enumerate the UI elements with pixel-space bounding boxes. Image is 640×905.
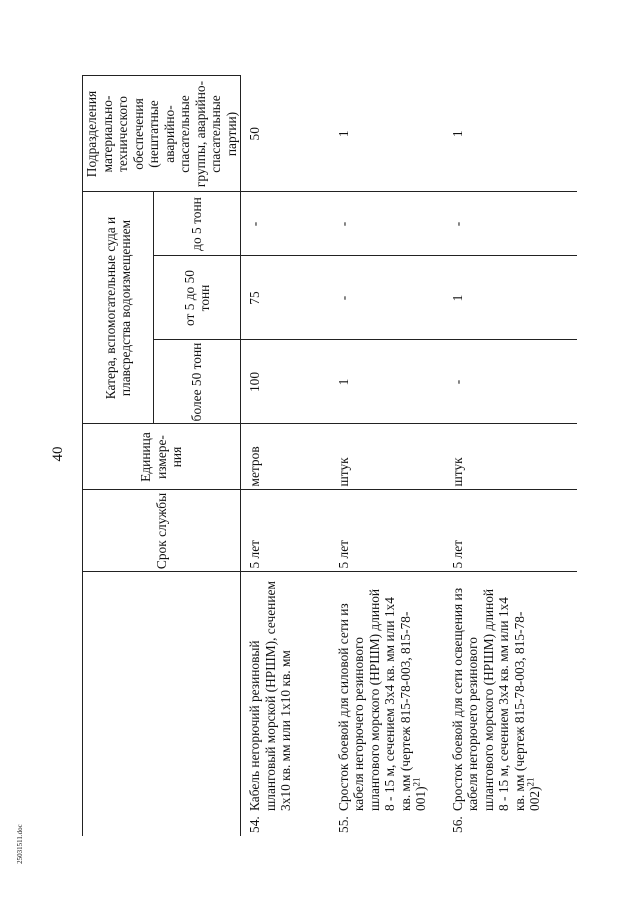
row-name: Кабель негорючий резиновый шланговый морской (НРШМ), сечением 3х10 кв. мм или 1х10 кв. мм: [247, 581, 293, 811]
equipment-table: [82, 76, 577, 837]
page-number: 40: [50, 446, 66, 462]
row-over-50: -: [447, 340, 577, 424]
header-service-life: Срок службы: [83, 490, 241, 572]
table-row: [333, 76, 447, 836]
row-unit: штук: [333, 424, 447, 490]
row-number: 55.: [335, 816, 351, 833]
header-5-to-50: от 5 до 50 тонн: [154, 256, 241, 340]
header-unit: Единица измере-ния: [83, 424, 241, 490]
row-life: 5 лет: [333, 490, 447, 572]
row-name-cell: [333, 572, 447, 836]
header-logistics: Подразделения материально-технического обеспечения (нештатные аварийно-спасательные группы, аварийно-спасательные партии): [83, 76, 241, 192]
row-number: 54.: [247, 816, 262, 833]
header-boats-group: Катера, вспомогательные суда и плавсредства водоизмещением: [83, 192, 154, 424]
row-name-cell: [447, 572, 577, 836]
header-over-50: более 50 тонн: [154, 340, 241, 424]
row-life: 5 лет: [447, 490, 577, 572]
row-over-50: 100: [241, 340, 333, 424]
rotated-table-container: [82, 76, 542, 836]
row-over-50: 1: [333, 340, 447, 424]
header-name: [83, 572, 241, 836]
row-footnote: 21: [411, 777, 422, 787]
row-logistics: 50: [241, 76, 333, 192]
row-up-to-5: -: [333, 192, 447, 256]
row-5-to-50: -: [333, 256, 447, 340]
row-unit: штук: [447, 424, 577, 490]
row-5-to-50: 75: [241, 256, 333, 340]
row-5-to-50: 1: [447, 256, 577, 340]
row-unit: метров: [241, 424, 333, 490]
table-row: [447, 76, 577, 836]
row-up-to-5: -: [241, 192, 333, 256]
row-name: Сросток боевой для силовой сети из кабеля негорючего резинового шлангового морского (НРШМ) длиной 8 - 15 м, сечением 3х4 кв. мм или 1х4 кв. мм (чертеж 815-78-003, 815-78-001): [335, 588, 428, 811]
footer-file-code: 25031511.doc: [16, 824, 24, 864]
row-logistics: 1: [447, 76, 577, 192]
row-name: Сросток боевой для сети освещения из кабеля негорючего резинового шлангового морского (НРШМ) длиной 8 - 15 м, сечением 3х4 кв. мм или 1х4 кв. мм (чертеж 815-78-003, 815-78-002): [449, 587, 542, 811]
row-up-to-5: -: [447, 192, 577, 256]
row-name-cell: [241, 572, 333, 836]
table-row: [241, 76, 333, 836]
header-up-to-5: до 5 тонн: [154, 192, 241, 256]
row-life: 5 лет: [241, 490, 333, 572]
row-logistics: 1: [333, 76, 447, 192]
row-footnote: 21: [525, 777, 536, 787]
row-number: 56.: [449, 816, 465, 833]
